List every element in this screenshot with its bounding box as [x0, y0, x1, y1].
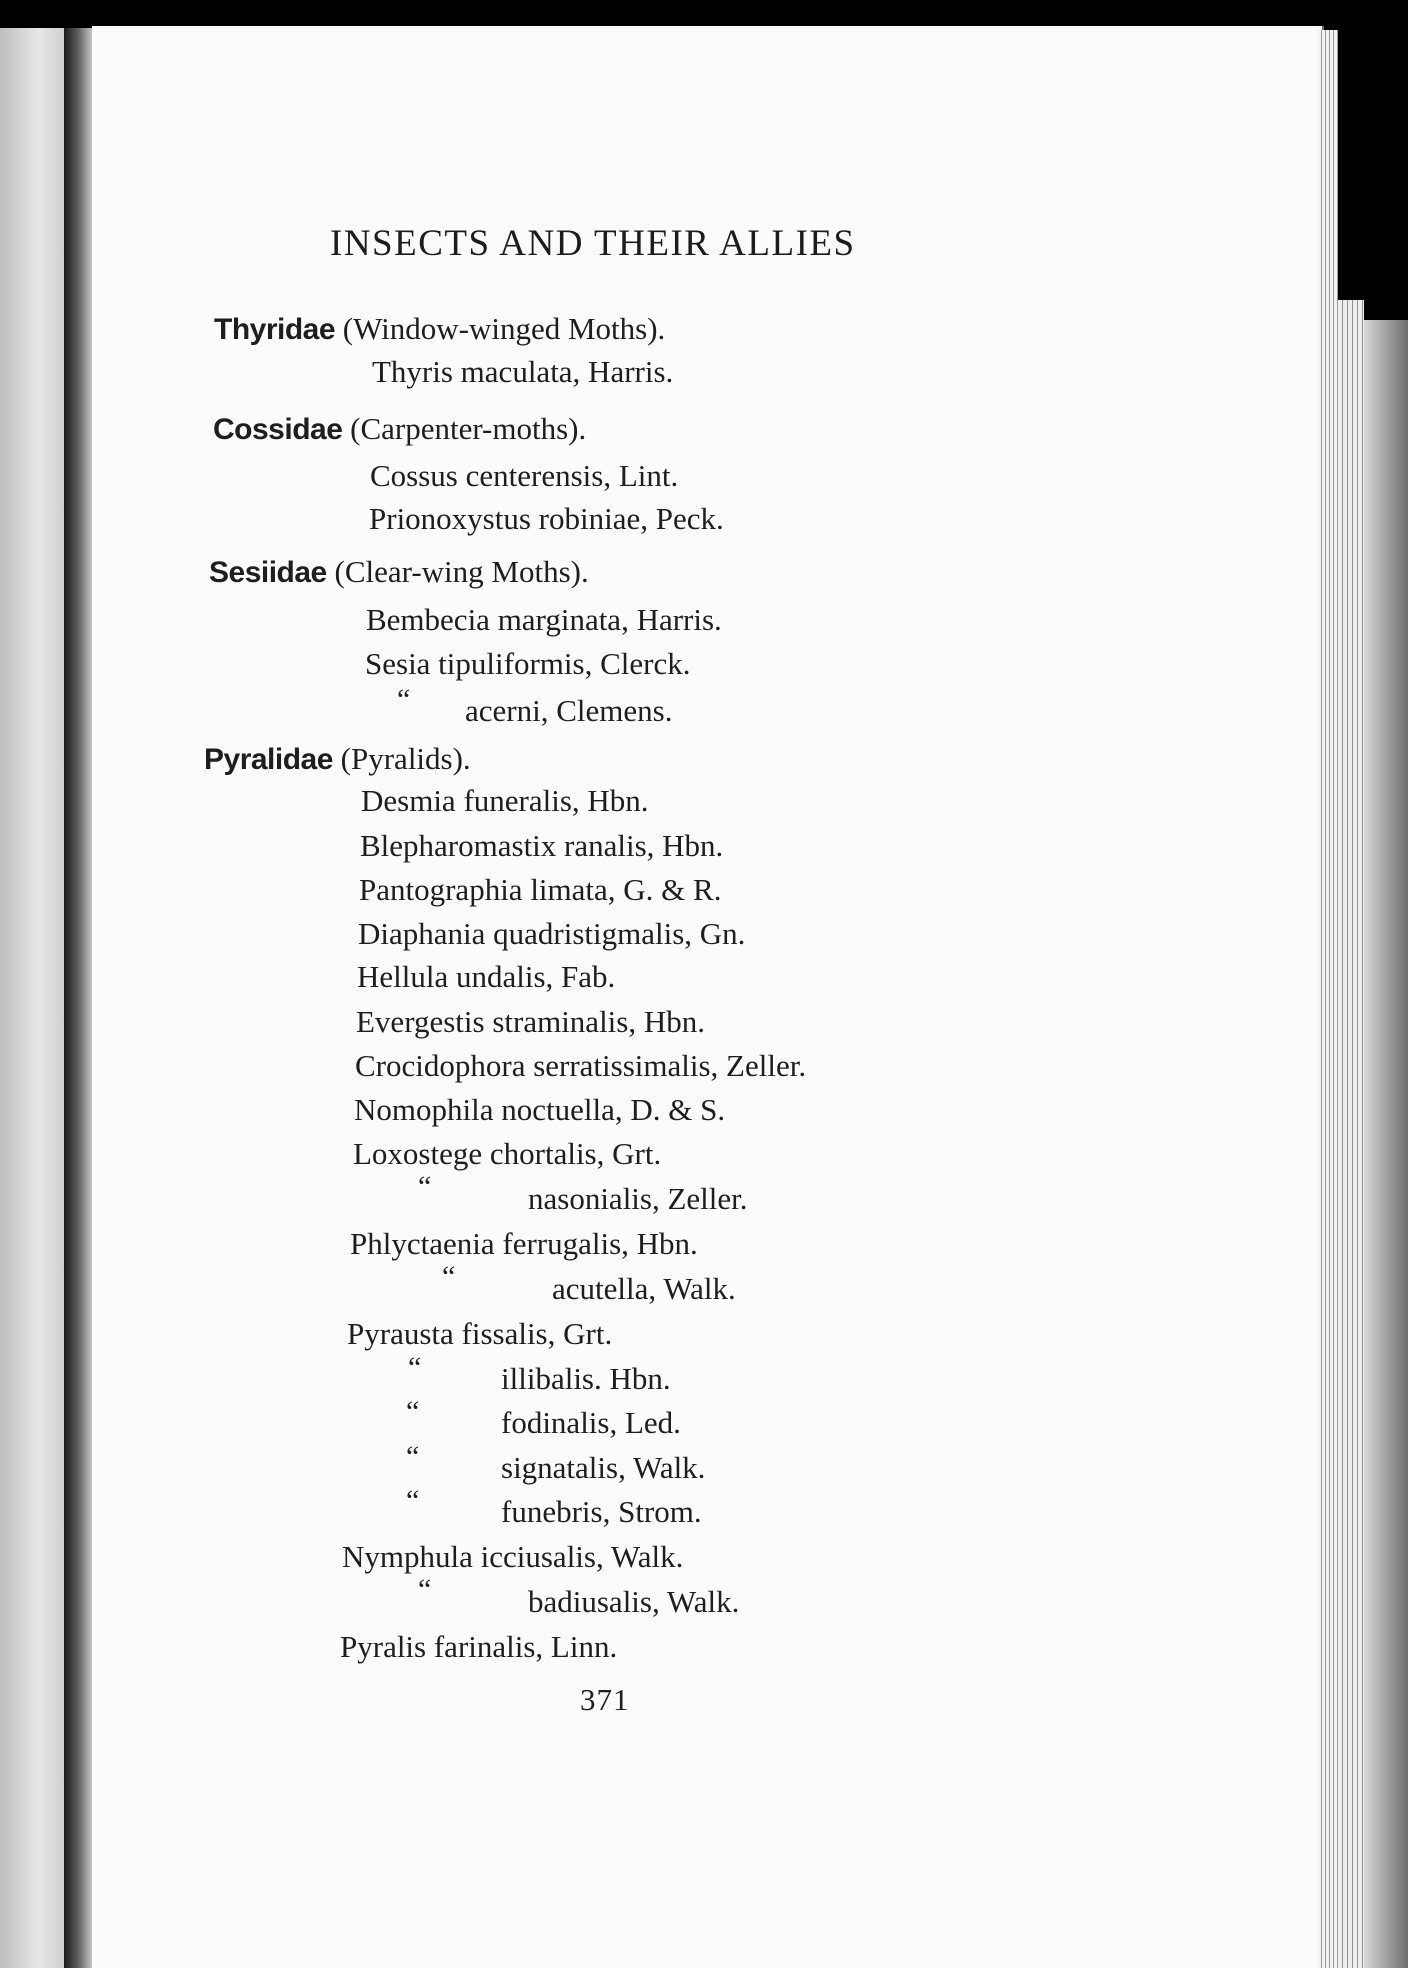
ditto-mark: “: [406, 1440, 420, 1473]
species-entry: fodinalis, Led.: [501, 1405, 681, 1440]
family-common-name: (Clear-wing Moths).: [334, 554, 589, 589]
facing-page-edge: [0, 28, 64, 1968]
family-name: Thyridae: [214, 313, 336, 346]
book-gutter: [64, 28, 94, 1968]
family-name: Sesiidae: [209, 556, 327, 589]
species-entry: funebris, Strom.: [501, 1494, 702, 1529]
page-stack-edge: [1318, 30, 1338, 1968]
family-common-name: (Pyralids).: [340, 741, 471, 776]
family-heading: [213, 413, 586, 445]
species-entry: Prionoxystus robiniae, Peck.: [369, 501, 724, 536]
family-name: Cossidae: [213, 413, 343, 446]
family-common-name: (Window-winged Moths).: [342, 311, 666, 346]
page-number: 371: [580, 1682, 630, 1717]
family-name: Pyralidae: [204, 743, 333, 776]
family-common-name: (Carpenter-moths).: [350, 411, 587, 446]
species-entry: nasonialis, Zeller.: [528, 1181, 748, 1216]
species-entry: Crocidophora serratissimalis, Zeller.: [355, 1048, 807, 1083]
species-entry: badiusalis, Walk.: [528, 1584, 740, 1619]
species-entry: Phlyctaenia ferrugalis, Hbn.: [350, 1226, 698, 1261]
family-heading: [209, 556, 589, 588]
species-entry: Hellula undalis, Fab.: [357, 959, 616, 994]
ditto-mark: “: [442, 1260, 456, 1293]
page-stack-edge: [1364, 320, 1408, 1968]
species-entry: acerni, Clemens.: [465, 693, 673, 728]
species-entry: Nymphula icciusalis, Walk.: [342, 1539, 684, 1574]
ditto-mark: “: [397, 683, 411, 716]
species-entry: Diaphania quadristigmalis, Gn.: [358, 916, 746, 951]
ditto-mark: “: [418, 1170, 432, 1203]
page-stack-edge: [1338, 300, 1364, 1968]
species-entry: Thyris maculata, Harris.: [372, 354, 674, 389]
ditto-mark: “: [408, 1351, 422, 1384]
ditto-mark: “: [406, 1484, 420, 1517]
species-entry: Pyralis farinalis, Linn.: [340, 1629, 618, 1664]
species-entry: Pantographia limata, G. & R.: [359, 872, 722, 907]
species-entry: Loxostege chortalis, Grt.: [353, 1136, 662, 1171]
ditto-mark: “: [406, 1395, 420, 1428]
species-entry: Cossus centerensis, Lint.: [370, 458, 679, 493]
running-head: INSECTS AND THEIR ALLIES: [330, 223, 856, 264]
species-entry: Bembecia marginata, Harris.: [366, 602, 722, 637]
species-entry: signatalis, Walk.: [501, 1450, 706, 1485]
species-entry: Sesia tipuliformis, Clerck.: [365, 646, 691, 681]
species-entry: Pyrausta fissalis, Grt.: [347, 1316, 613, 1351]
species-entry: Nomophila noctuella, D. & S.: [354, 1092, 726, 1127]
species-entry: Blepharomastix ranalis, Hbn.: [360, 828, 724, 863]
species-entry: acutella, Walk.: [552, 1271, 736, 1306]
species-entry: Desmia funeralis, Hbn.: [361, 783, 649, 818]
species-entry: Evergestis straminalis, Hbn.: [356, 1004, 705, 1039]
family-heading: [204, 743, 471, 775]
species-entry: illibalis. Hbn.: [501, 1361, 671, 1396]
family-heading: [214, 313, 665, 345]
ditto-mark: “: [418, 1573, 432, 1606]
